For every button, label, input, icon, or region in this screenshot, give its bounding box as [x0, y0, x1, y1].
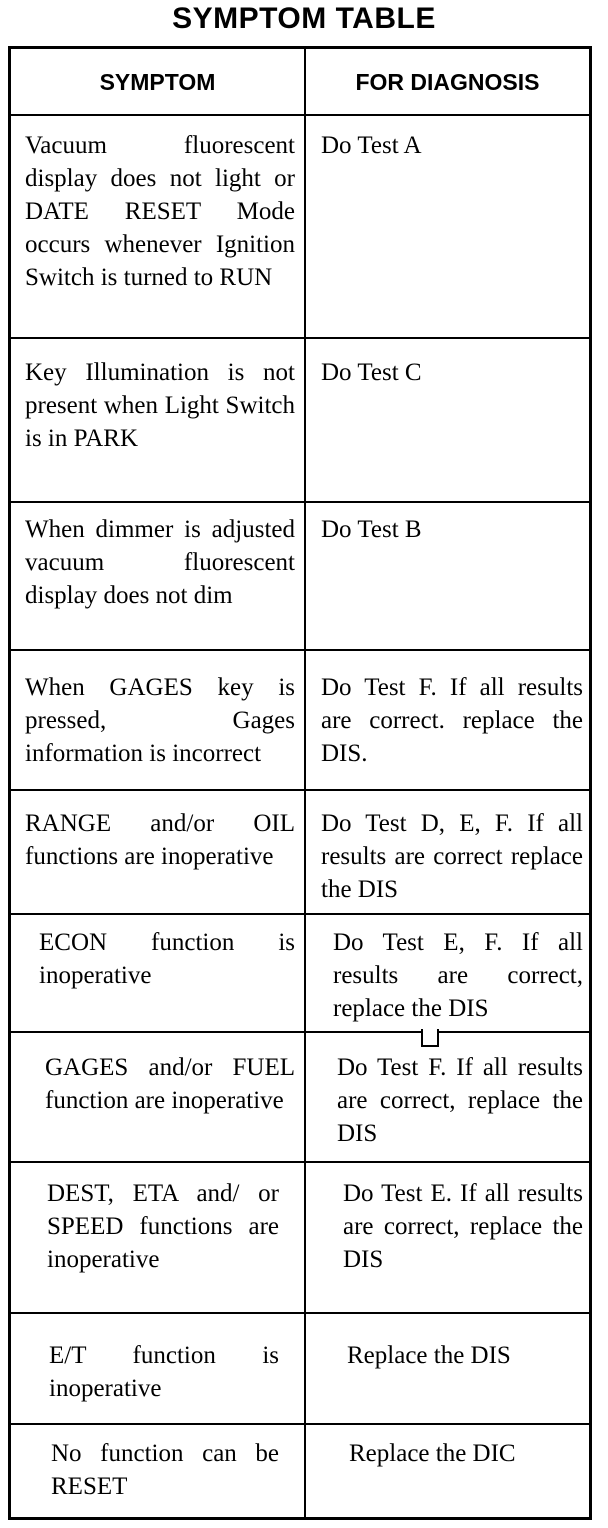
row-4-diagnosis: Do Test F. If all results are correct. replace the DIS. [321, 674, 583, 767]
row-3-symptom: When dimmer is adjusted vacuum fluorescent display does not dim [25, 516, 295, 609]
row-6-diagnosis: Do Test E, F. If all results are correct, replace the DIS [333, 929, 583, 1022]
row-6-symptom: ECON function is inoperative [39, 929, 295, 989]
symptom-table [8, 46, 592, 1520]
row-7-diagnosis: Do Test F. If all results are correct, replace the DIS [337, 1054, 583, 1147]
row-1-symptom: Vacuum fluorescent display does not light or DATE RESET Mode occurs whenever Ignition Switch is turned to RUN [25, 132, 295, 291]
row-1-diagnosis: Do Test A [321, 132, 422, 159]
row-7-symptom: GAGES and/or FUEL function are inoperative [45, 1054, 295, 1114]
row-3-diagnosis: Do Test B [321, 516, 422, 543]
row-2-diagnosis: Do Test C [321, 359, 422, 386]
row-10-symptom: No function can be RESET [51, 1440, 279, 1500]
header-symptom: SYMPTOM [99, 69, 216, 95]
row-2-symptom: Key Illumination is not present when Light Switch is in PARK [25, 359, 295, 452]
row-4-symptom: When GAGES key is pressed, Gages information is incorrect [25, 674, 295, 767]
row-8-symptom: DEST, ETA and/ or SPEED functions are inoperative [47, 1180, 279, 1273]
row-5-diagnosis: Do Test D, E, F. If all results are correct replace the DIS [321, 810, 583, 903]
row-8-diagnosis: Do Test E. If all results are correct, replace the DIS [343, 1180, 583, 1273]
row-10-diagnosis: Replace the DIC [349, 1440, 516, 1467]
scan-artifact-mark [421, 1029, 439, 1047]
row-5-symptom: RANGE and/or OIL functions are inoperative [25, 810, 295, 870]
row-9-diagnosis: Replace the DIS [347, 1342, 511, 1369]
header-diagnosis: FOR DIAGNOSIS [355, 69, 540, 95]
table-title: SYMPTOM TABLE [172, 2, 436, 35]
row-9-symptom: E/T function is inoperative [49, 1342, 279, 1402]
